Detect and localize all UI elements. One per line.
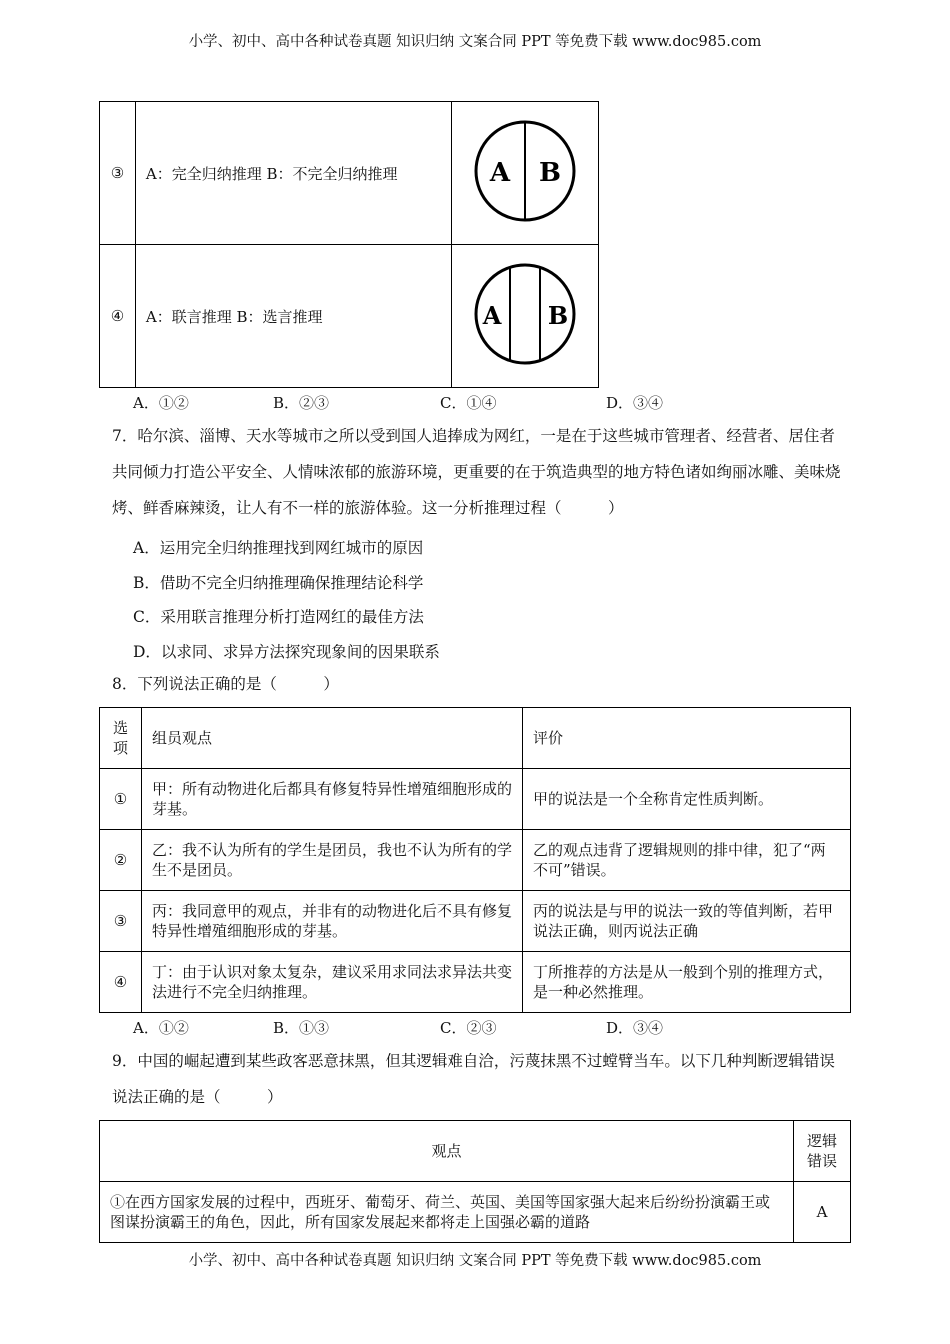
table-row bbox=[100, 1182, 851, 1243]
diagram-table bbox=[99, 101, 599, 388]
split-circle-diagram bbox=[470, 116, 580, 226]
row-view: 丁：由于认识对象太复杂，建议采用求同法求异法共变法进行不完全归纳推理。 bbox=[142, 952, 523, 1013]
q8-stem: 8．下列说法正确的是（ ） bbox=[112, 675, 339, 693]
row-eval: 丙的说法是与甲的说法一致的等值判断，若甲说法正确，则丙说法正确 bbox=[523, 891, 851, 952]
option-d[interactable]: D．③④ bbox=[606, 1019, 664, 1037]
header-view: 观点 bbox=[100, 1121, 794, 1182]
table-row bbox=[100, 102, 599, 245]
table-row bbox=[100, 952, 851, 1013]
label-a: A bbox=[490, 158, 511, 188]
label-b: B bbox=[547, 301, 569, 330]
table-row bbox=[100, 769, 851, 830]
q7-choice-d[interactable]: D．以求同、求异方法探究现象间的因果联系 bbox=[133, 643, 440, 661]
row-number: ① bbox=[100, 769, 142, 830]
row-eval: 丁所推荐的方法是从一般到个别的推理方式，是一种必然推理。 bbox=[523, 952, 851, 1013]
q7-choice-c[interactable]: C．采用联言推理分析打造网红的最佳方法 bbox=[133, 608, 424, 626]
option-c[interactable]: C．②③ bbox=[440, 1019, 497, 1037]
row-error: A bbox=[794, 1182, 851, 1243]
option-a[interactable]: A．①② bbox=[133, 1019, 189, 1037]
row-view: 甲：所有动物进化后都具有修复特异性增殖细胞形成的芽基。 bbox=[142, 769, 523, 830]
header-eval: 评价 bbox=[523, 708, 851, 769]
row-number: ④ bbox=[100, 245, 136, 388]
row-number: ③ bbox=[100, 891, 142, 952]
option-d[interactable]: D．③④ bbox=[606, 394, 664, 412]
header-option: 选项 bbox=[100, 708, 142, 769]
page-footer: 小学、初中、高中各种试卷真题 知识归纳 文案合同 PPT 等免费下载 www.doc985.com bbox=[188, 1253, 762, 1269]
option-b[interactable]: B．②③ bbox=[273, 394, 330, 412]
header-error: 逻辑错误 bbox=[794, 1121, 851, 1182]
q9-table bbox=[99, 1120, 851, 1243]
row-eval: 甲的说法是一个全称肯定性质判断。 bbox=[523, 769, 851, 830]
q8-table bbox=[99, 707, 851, 1013]
option-c[interactable]: C．①④ bbox=[440, 394, 497, 412]
row-number: ④ bbox=[100, 952, 142, 1013]
three-band-circle-diagram bbox=[470, 259, 580, 369]
table-row bbox=[100, 830, 851, 891]
q7-choice-b[interactable]: B．借助不完全归纳推理确保推理结论科学 bbox=[133, 574, 424, 592]
venn-diagram-cell bbox=[452, 245, 599, 388]
label-b: B bbox=[539, 158, 562, 188]
table-row bbox=[100, 245, 599, 388]
row-text: A：完全归纳推理 B：不完全归纳推理 bbox=[135, 102, 451, 245]
venn-diagram-cell bbox=[452, 102, 599, 245]
row-view: 丙：我同意甲的观点，并非有的动物进化后不具有修复特异性增殖细胞形成的芽基。 bbox=[142, 891, 523, 952]
q7-choice-a[interactable]: A．运用完全归纳推理找到网红城市的原因 bbox=[133, 539, 424, 557]
option-b[interactable]: B．①③ bbox=[273, 1019, 330, 1037]
header-view: 组员观点 bbox=[142, 708, 523, 769]
table-header-row bbox=[100, 708, 851, 769]
label-a: A bbox=[482, 301, 502, 330]
table-header-row bbox=[100, 1121, 851, 1182]
option-a[interactable]: A．①② bbox=[133, 394, 189, 412]
row-view: 乙：我不认为所有的学生是团员，我也不认为所有的学生不是团员。 bbox=[142, 830, 523, 891]
q7-stem: 7．哈尔滨、淄博、天水等城市之所以受到国人追捧成为网红，一是在于这些城市管理者、经营者、居住者共同倾力打造公平安全、人情味浓郁的旅游环境，更重要的在于筑造典型的地方特色诸如绚丽冰雕、美味烧烤、鲜香麻辣烫，让人有不一样的旅游体验。这一分析推理过程（ ） bbox=[112, 427, 841, 517]
row-view: ①在西方国家发展的过程中，西班牙、葡萄牙、荷兰、英国、美国等国家强大起来后纷纷扮演霸王或图谋扮演霸王的角色，因此，所有国家发展起来都将走上国强必霸的道路 bbox=[100, 1182, 794, 1243]
table-row bbox=[100, 891, 851, 952]
page-header: 小学、初中、高中各种试卷真题 知识归纳 文案合同 PPT 等免费下载 www.doc985.com bbox=[188, 34, 762, 50]
row-number: ③ bbox=[100, 102, 136, 245]
row-text: A：联言推理 B：选言推理 bbox=[135, 245, 451, 388]
row-eval: 乙的观点违背了逻辑规则的排中律，犯了“两不可”错误。 bbox=[523, 830, 851, 891]
q9-stem: 9．中国的崛起遭到某些政客恶意抹黑，但其逻辑难自洽，污蔑抹黑不过螳臂当车。以下几种判断逻辑错误说法正确的是（ ） bbox=[112, 1052, 835, 1106]
row-number: ② bbox=[100, 830, 142, 891]
